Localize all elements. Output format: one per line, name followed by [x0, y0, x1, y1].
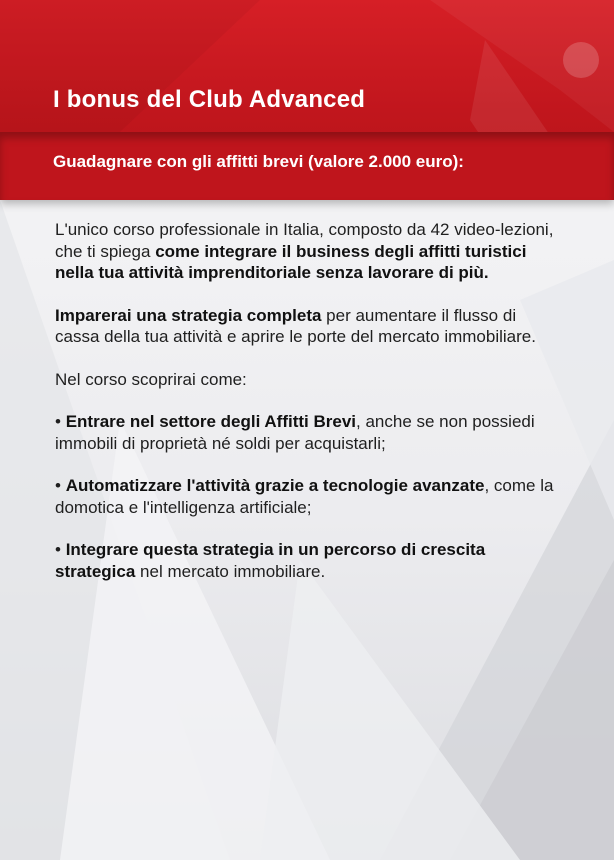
list-item-highlight: Automatizzare l'attività grazie a tecnologie avanzate: [65, 476, 485, 495]
page-subtitle: Guadagnare con gli affitti brevi (valore 2.000 euro):: [53, 152, 464, 171]
list-item-highlight: Entrare nel settore degli Affitti Brevi: [65, 412, 357, 431]
intro-text: L'unico corso professionale in Italia, composto da 42 video-lezioni, che ti spiega: [55, 220, 554, 261]
list-item-text: , come la domotica e l'intelligenza artificiale;: [55, 476, 554, 517]
body-text: [55, 219, 565, 603]
bullet: •: [55, 540, 66, 559]
paragraph-intro: [55, 219, 565, 284]
paragraph-strategy: [55, 305, 565, 348]
strategy-text: per aumentare il flusso di cassa della tua attività e aprire le porte del mercato immobiliare.: [55, 305, 536, 346]
list-item: [55, 475, 565, 518]
bullet: •: [55, 476, 66, 495]
paragraph-lead: Nel corso scoprirai come:: [55, 369, 247, 389]
list-item-highlight: Integrare questa strategia in un percorso di crescita strategica: [55, 540, 486, 581]
list-item-text: nel mercato immobiliare.: [135, 561, 326, 581]
list-item: [55, 539, 565, 582]
list-item-text: , anche se non possiedi immobili di proprietà né soldi per acquistarli;: [55, 412, 535, 453]
list-item: [55, 411, 565, 454]
intro-highlight: come integrare il business degli affitti turistici nella tua attività imprenditoriale senza lavorare di più.: [55, 241, 527, 282]
bullet: •: [55, 412, 66, 431]
strategy-highlight: Imparerai una strategia completa: [55, 305, 322, 325]
header-banner: [0, 0, 614, 200]
page-title: I bonus del Club Advanced: [53, 86, 366, 113]
